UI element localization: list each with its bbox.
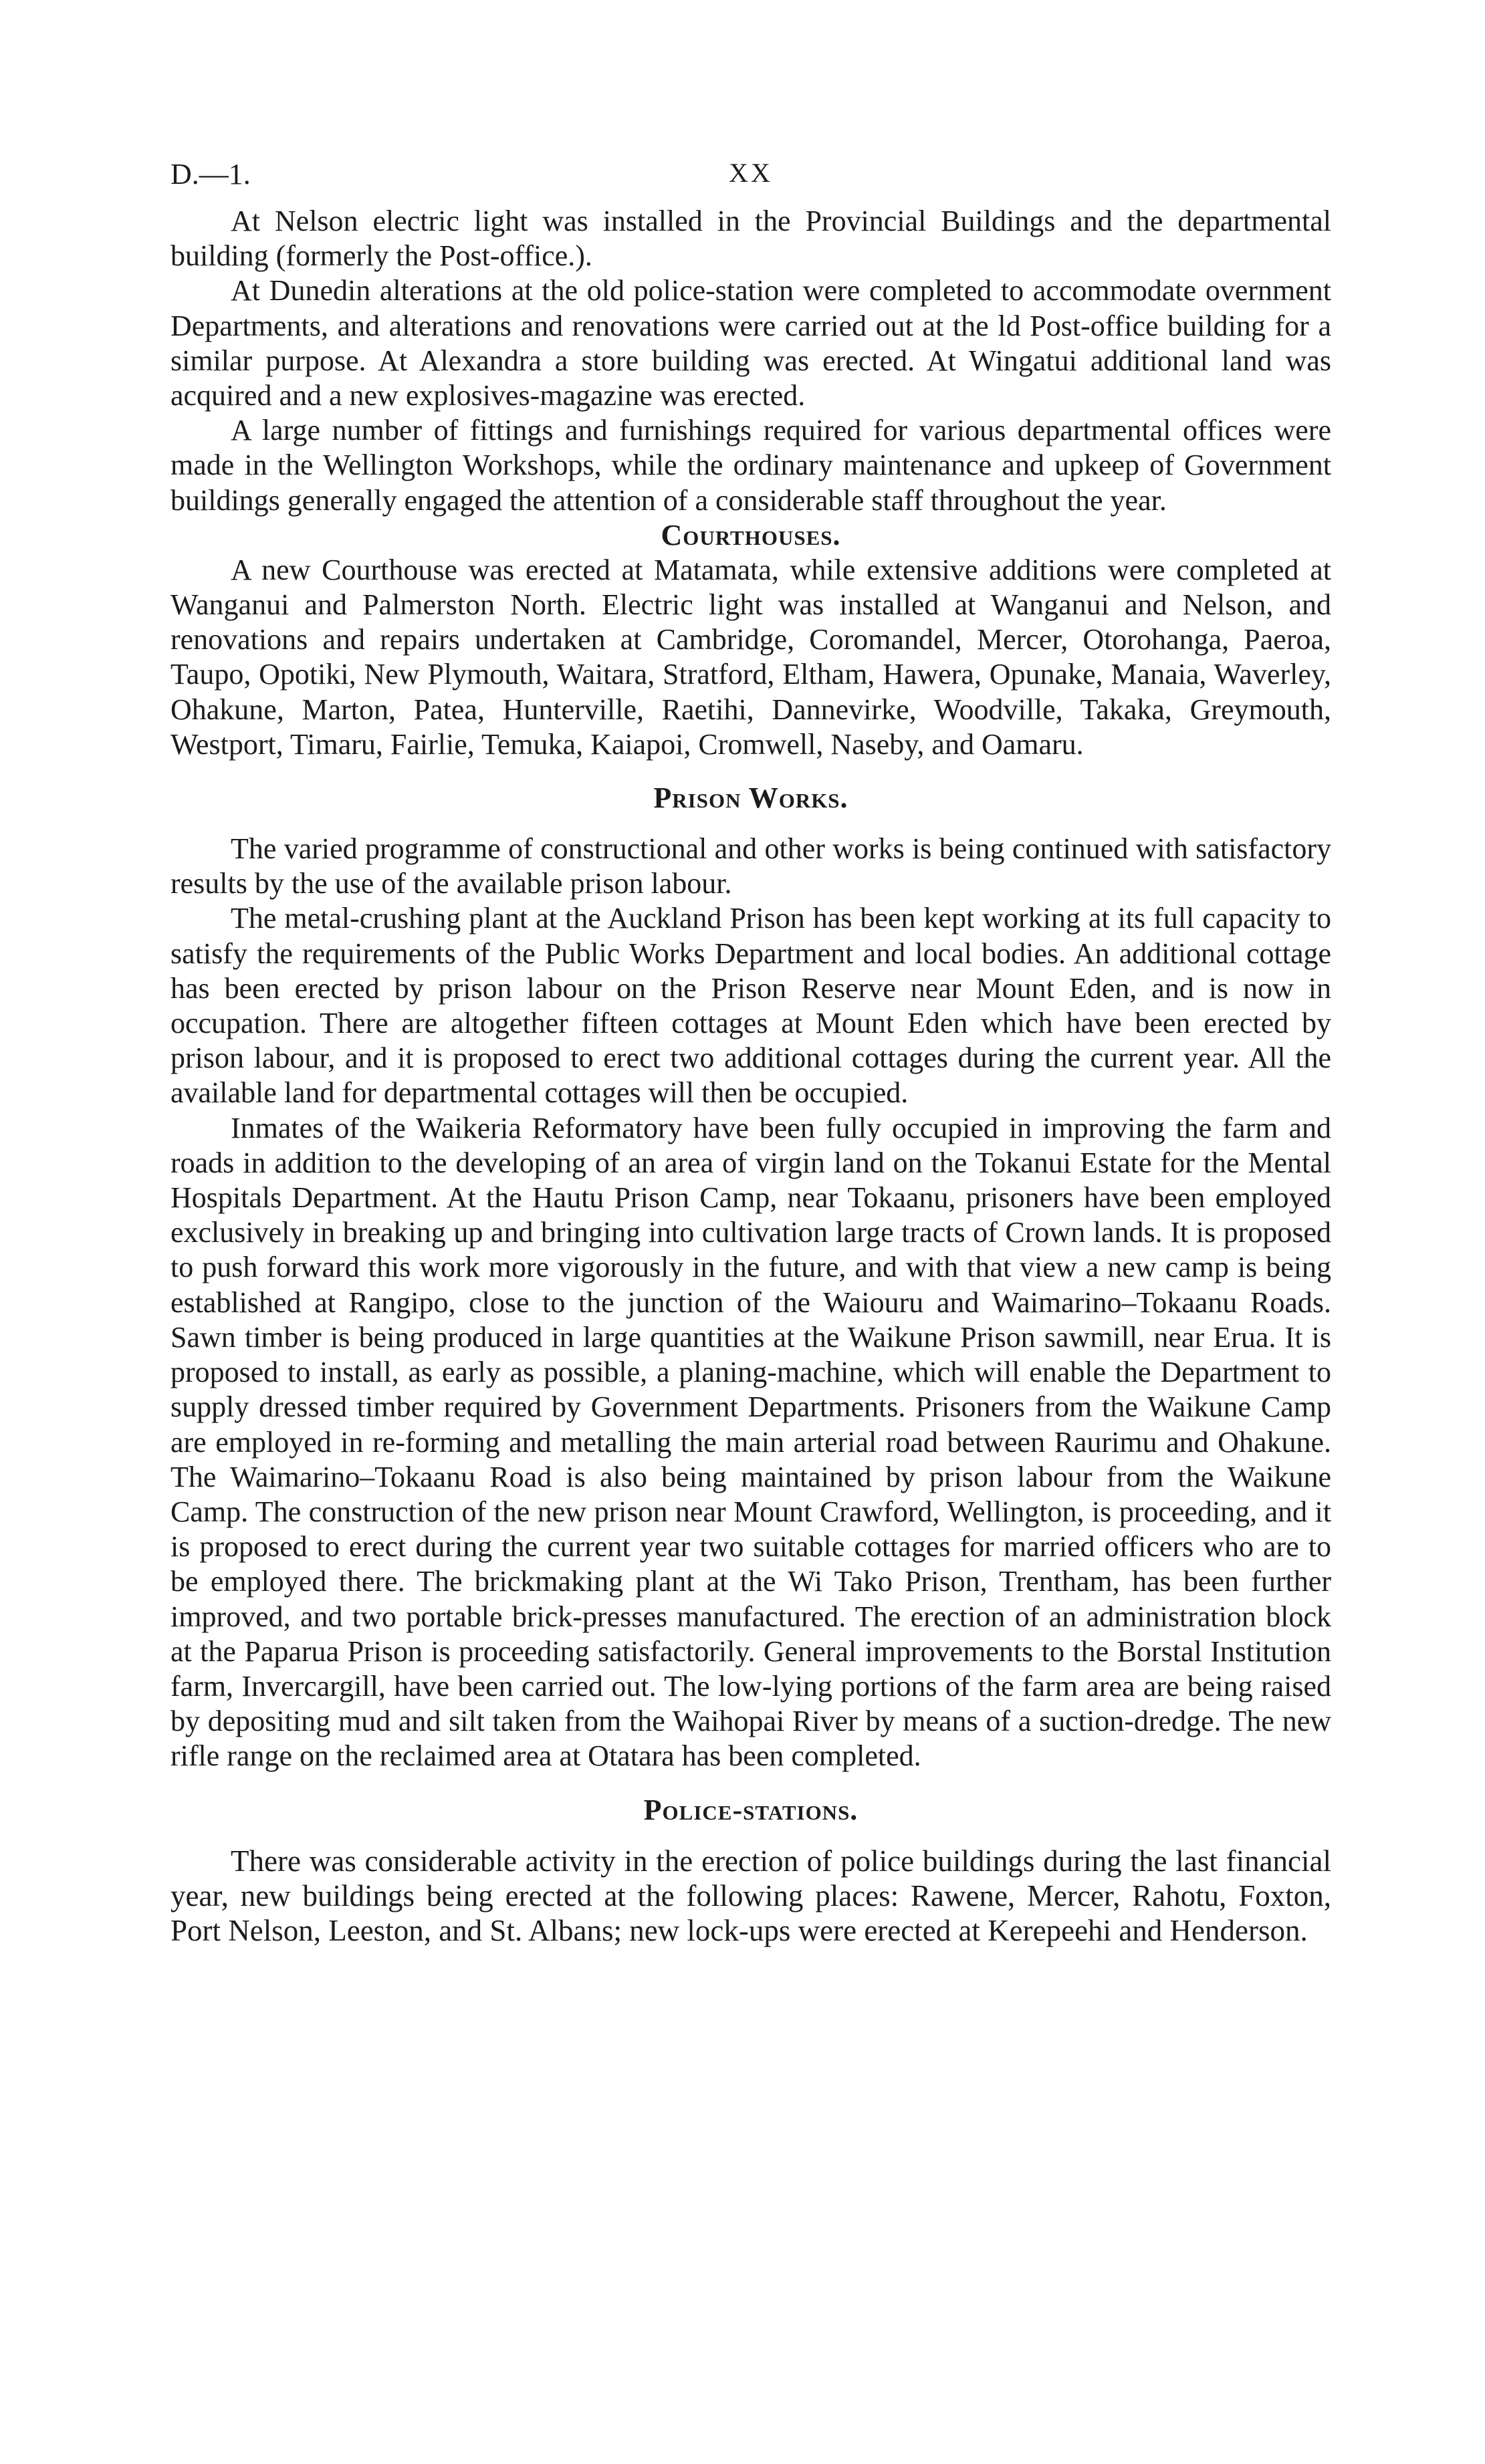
section-prison-works <box>170 781 1331 1773</box>
paragraph-waikeria-reformatory: Inmates of the Waikeria Reformatory have been fully occupied in improving the farm and roads in addition to the developing of an area of virgin land on the Tokanui Estate for the Mental Hospitals Department. At the Hautu Prison Camp, near Tokaanu, prisoners have been employed exclusively in breaking up and bringing into cultivation large tracts of Crown lands. It is proposed to push forward this work more vigorously in the future, and with that view a new camp is being established at Rangipo, close to the junction of the Waiouru and Waimarino–Tokaanu Roads. Sawn timber is being produced in large quantities at the Waikune Prison sawmill, near Erua. It is proposed to install, as early as possible, a planing-machine, which will enable the Department to supply dressed timber required by Government Departments. Prisoners from the Waikune Camp are employed in re-forming and metalling the main arterial road between Raurimu and Ohakune. The Waimarino–Tokaanu Road is also being maintained by prison labour from the Waikune Camp. The construction of the new prison near Mount Crawford, Wellington, is proceeding, and it is proposed to erect during the current year two suitable cottages for married officers who are to be employed there. The brickmaking plant at the Wi Tako Prison, Trentham, has been further improved, and two portable brick-presses manufactured. The erection of an administration block at the Paparua Prison is proceeding satisfactorily. General improvements to the Borstal Institution farm, Invercargill, have been carried out. The low-lying portions of the farm area are being raised by depositing mud and silt taken from the Waihopai River by means of a suction-dredge. The new rifle range on the reclaimed area at Otatara has been completed. <box>170 1111 1331 1773</box>
page-number: XX <box>729 158 773 188</box>
paragraph-wellington-workshops: A large number of fittings and furnishings required for various departmental offices were made in the Wellington Workshops, while the ordinary maintenance and upkeep of Government buildings generally engaged the attention of a considerable staff throughout the year. <box>170 414 1331 517</box>
document-reference: D.—1. <box>170 158 251 191</box>
paragraph-nelson: At Nelson electric light was installed in the Provincial Buildings and the departmental building (formerly the Post-office.). <box>170 205 1331 273</box>
heading-police-stations: Police-stations. <box>643 1793 859 1826</box>
paragraph-courthouses: A new Courthouse was erected at Matamata, while extensive additions were completed at Wanganui and Palmerston North. Electric light was installed at Wanganui and Nelson, and renovations and repairs undertaken at Cambridge, Coromandel, Mercer, Otorohanga, Paeroa, Taupo, Opotiki, New Plymouth, Waitara, Stratford, Eltham, Hawera, Opunake, Manaia, Waverley, Ohakune, Marton, Patea, Hunterville, Raetihi, Dannevirke, Woodville, Takaka, Greymouth, Westport, Timaru, Fairlie, Temuka, Kaiapoi, Cromwell, Naseby, and Oamaru. <box>170 553 1331 761</box>
document-page <box>170 157 1331 1948</box>
section-general <box>170 204 1331 518</box>
heading-prison-works: Prison Works. <box>653 781 848 815</box>
paragraph-dunedin: At Dunedin alterations at the old police-station were completed to accommodate overnment Departments, and alterations and renovations were carried out at the ld Post-office building for a similar purpose. At Alexandra a store building was erected. At Wingatui additional land was acquired and a new explosives-magazine was erected. <box>170 274 1331 412</box>
paragraph-auckland-prison: The metal-crushing plant at the Auckland Prison has been kept working at its full capacity to satisfy the requirements of the Public Works Department and local bodies. An additional cottage has been erected by prison labour on the Prison Reserve near Mount Eden, and is now in occupation. There are altogether fifteen cottages at Mount Eden which have been erected by prison labour, and it is proposed to erect two additional cottages during the current year. All the available land for departmental cottages will then be occupied. <box>170 902 1331 1110</box>
paragraph-prison-programme: The varied programme of constructional and other works is being continued with satisfactory results by the use of the available prison labour. <box>170 832 1331 900</box>
section-courthouses <box>170 518 1331 762</box>
paragraph-police-buildings: There was considerable activity in the erection of police buildings during the last financial year, new buildings being erected at the following places: Rawene, Mercer, Rahotu, Foxton, Port Nelson, Leeston, and St. Albans; new lock-ups were erected at Kerepeehi and Henderson. <box>170 1844 1331 1947</box>
section-police-stations <box>170 1793 1331 1949</box>
page-header <box>170 157 1331 204</box>
heading-courthouses: Courthouses. <box>661 518 841 551</box>
